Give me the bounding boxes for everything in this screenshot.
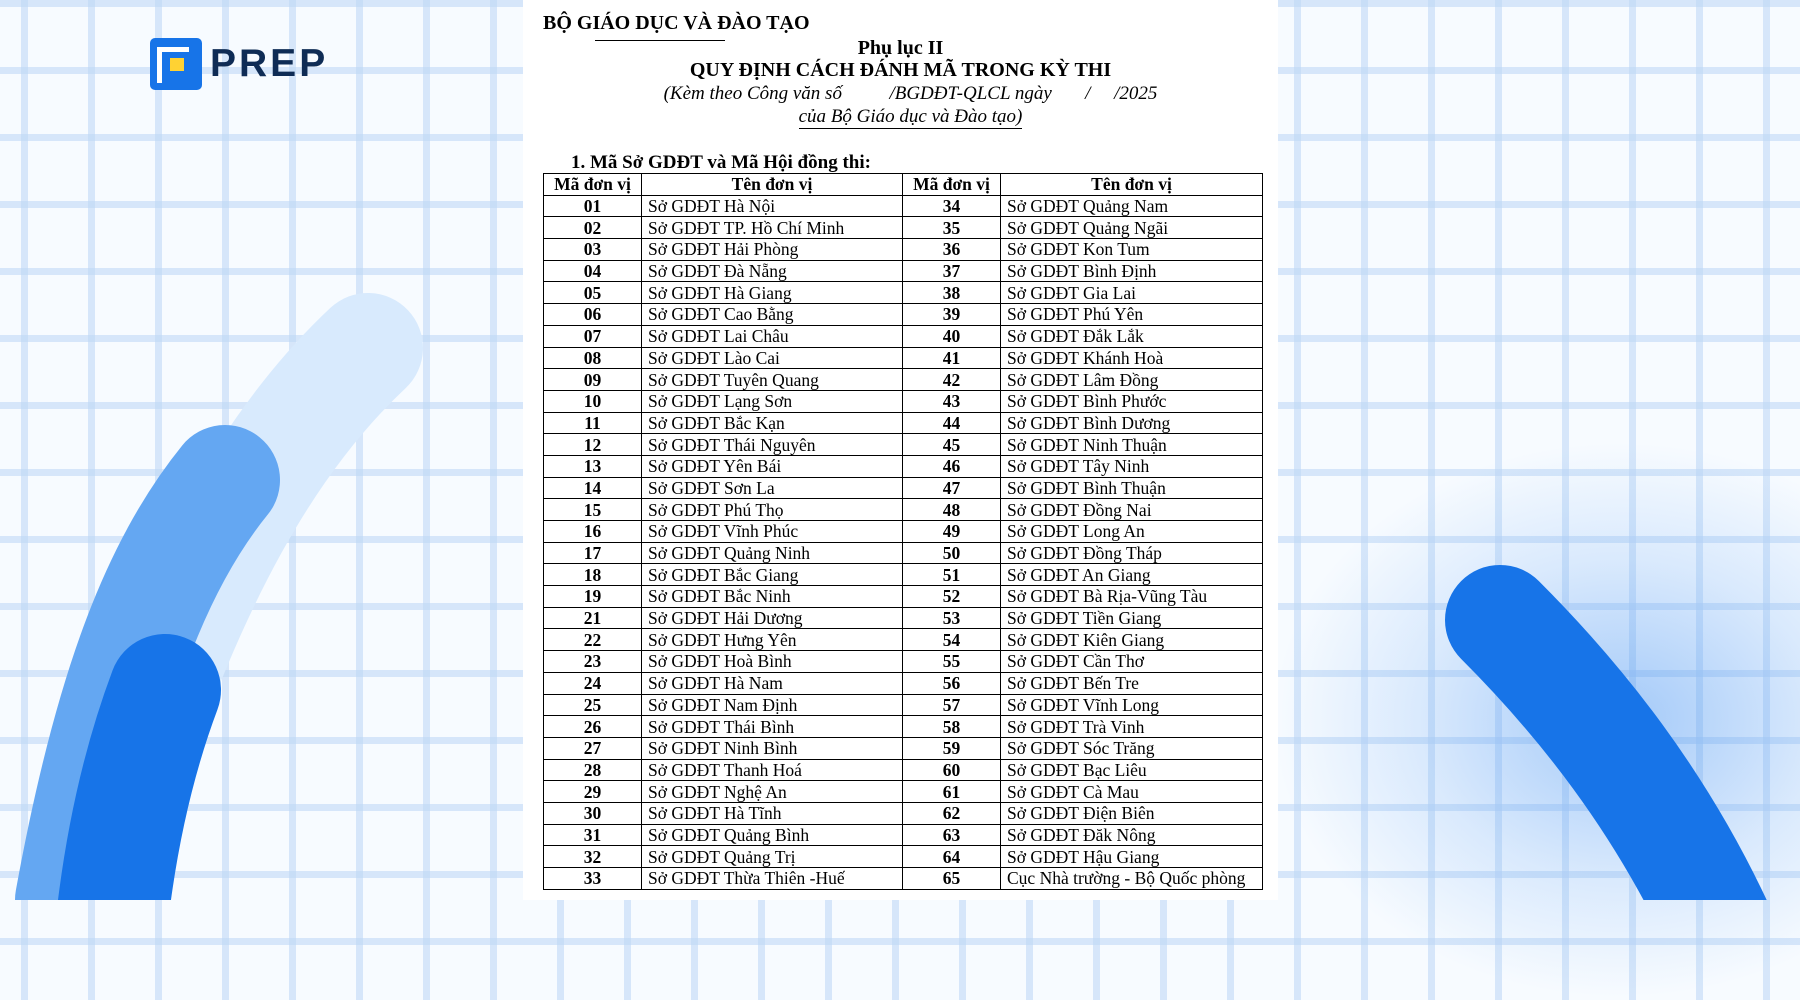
appendix-label: Phụ lục II — [857, 37, 944, 59]
unit-name-left: Sở GDĐT Lạng Sơn — [642, 390, 903, 412]
unit-code-right: 65 — [903, 868, 1001, 890]
table-row — [544, 759, 1263, 781]
unit-name-right: Sở GDĐT An Giang — [1001, 564, 1263, 586]
unit-name-left: Sở GDĐT Đà Nẵng — [642, 260, 903, 282]
unit-name-left: Sở GDĐT Cao Bằng — [642, 304, 903, 326]
unit-name-right: Sở GDĐT Sóc Trăng — [1001, 737, 1263, 759]
unit-code-right: 35 — [903, 217, 1001, 239]
table-row — [544, 217, 1263, 239]
unit-code-right: 57 — [903, 694, 1001, 716]
unit-name-left: Sở GDĐT Nam Định — [642, 694, 903, 716]
unit-code-right: 54 — [903, 629, 1001, 651]
unit-code-left: 23 — [544, 651, 642, 673]
section-heading: 1. Mã Sở GDĐT và Mã Hội đồng thi: — [571, 152, 871, 173]
unit-name-left: Sở GDĐT Hà Tĩnh — [642, 802, 903, 824]
document-title: QUY ĐỊNH CÁCH ĐÁNH MÃ TRONG KỲ THI — [689, 59, 1112, 81]
unit-code-right: 39 — [903, 304, 1001, 326]
table-row — [544, 672, 1263, 694]
unit-name-right: Sở GDĐT Quảng Ngãi — [1001, 217, 1263, 239]
unit-name-right: Sở GDĐT Bình Định — [1001, 260, 1263, 282]
unit-name-left: Sở GDĐT Bắc Ninh — [642, 586, 903, 608]
unit-code-left: 12 — [544, 434, 642, 456]
unit-code-right: 47 — [903, 477, 1001, 499]
unit-code-left: 17 — [544, 542, 642, 564]
header-code-right: Mã đơn vị — [903, 174, 1001, 196]
unit-name-left: Sở GDĐT Thanh Hoá — [642, 759, 903, 781]
unit-name-left: Sở GDĐT TP. Hồ Chí Minh — [642, 217, 903, 239]
unit-name-right: Sở GDĐT Đăk Nông — [1001, 824, 1263, 846]
unit-name-right: Sở GDĐT Quảng Nam — [1001, 195, 1263, 217]
unit-name-left: Sở GDĐT Sơn La — [642, 477, 903, 499]
table-row — [544, 412, 1263, 434]
attachment-line: (Kèm theo Công văn số /BGDĐT-QLCL ngày / /2025 — [663, 83, 1158, 104]
table-row — [544, 694, 1263, 716]
unit-code-left: 05 — [544, 282, 642, 304]
table-row — [544, 607, 1263, 629]
table-body — [544, 195, 1263, 889]
unit-name-right: Sở GDĐT Kiên Giang — [1001, 629, 1263, 651]
unit-code-right: 63 — [903, 824, 1001, 846]
unit-name-right: Sở GDĐT Đắk Lắk — [1001, 325, 1263, 347]
unit-name-right: Sở GDĐT Cần Thơ — [1001, 651, 1263, 673]
document-page — [523, 0, 1278, 900]
unit-name-left: Sở GDĐT Quảng Ninh — [642, 542, 903, 564]
unit-code-right: 36 — [903, 239, 1001, 261]
table-row — [544, 716, 1263, 738]
unit-name-left: Sở GDĐT Hà Nam — [642, 672, 903, 694]
unit-name-right: Sở GDĐT Cà Mau — [1001, 781, 1263, 803]
unit-name-right: Sở GDĐT Bà Rịa-Vũng Tàu — [1001, 586, 1263, 608]
unit-code-left: 28 — [544, 759, 642, 781]
table-row — [544, 586, 1263, 608]
unit-name-left: Sở GDĐT Quảng Trị — [642, 846, 903, 868]
unit-name-right: Cục Nhà trường - Bộ Quốc phòng — [1001, 868, 1263, 890]
unit-name-right: Sở GDĐT Bến Tre — [1001, 672, 1263, 694]
unit-code-left: 14 — [544, 477, 642, 499]
unit-code-right: 45 — [903, 434, 1001, 456]
unit-code-right: 53 — [903, 607, 1001, 629]
unit-name-left: Sở GDĐT Phú Thọ — [642, 499, 903, 521]
unit-code-right: 44 — [903, 412, 1001, 434]
unit-code-left: 06 — [544, 304, 642, 326]
unit-name-left: Sở GDĐT Hoà Bình — [642, 651, 903, 673]
unit-name-left: Sở GDĐT Hưng Yên — [642, 629, 903, 651]
header-code-left: Mã đơn vị — [544, 174, 642, 196]
table-row — [544, 260, 1263, 282]
unit-code-right: 60 — [903, 759, 1001, 781]
table-row — [544, 390, 1263, 412]
unit-name-right: Sở GDĐT Điện Biên — [1001, 802, 1263, 824]
table-row — [544, 542, 1263, 564]
table-row — [544, 325, 1263, 347]
title-block — [523, 38, 1278, 128]
unit-code-right: 58 — [903, 716, 1001, 738]
table-row — [544, 521, 1263, 543]
table-row — [544, 564, 1263, 586]
unit-code-left: 26 — [544, 716, 642, 738]
table-row — [544, 737, 1263, 759]
unit-name-right: Sở GDĐT Tây Ninh — [1001, 455, 1263, 477]
agency-line — [543, 105, 1278, 128]
unit-code-left: 04 — [544, 260, 642, 282]
unit-code-right: 56 — [903, 672, 1001, 694]
unit-code-left: 07 — [544, 325, 642, 347]
unit-code-right: 52 — [903, 586, 1001, 608]
table-row — [544, 434, 1263, 456]
table-row — [544, 304, 1263, 326]
unit-code-left: 10 — [544, 390, 642, 412]
unit-name-right: Sở GDĐT Gia Lai — [1001, 282, 1263, 304]
table-row — [544, 477, 1263, 499]
right-arc — [1500, 620, 1720, 900]
unit-code-right: 50 — [903, 542, 1001, 564]
prep-logo-icon — [150, 38, 202, 90]
unit-name-right: Sở GDĐT Bình Phước — [1001, 390, 1263, 412]
unit-code-left: 33 — [544, 868, 642, 890]
unit-name-right: Sở GDĐT Vĩnh Long — [1001, 694, 1263, 716]
unit-code-left: 21 — [544, 607, 642, 629]
unit-code-left: 30 — [544, 802, 642, 824]
unit-name-left: Sở GDĐT Hà Giang — [642, 282, 903, 304]
unit-code-left: 32 — [544, 846, 642, 868]
unit-name-right: Sở GDĐT Đồng Tháp — [1001, 542, 1263, 564]
unit-name-left: Sở GDĐT Thừa Thiên -Huế — [642, 868, 903, 890]
unit-name-left: Sở GDĐT Bắc Giang — [642, 564, 903, 586]
unit-name-left: Sở GDĐT Thái Nguyên — [642, 434, 903, 456]
table-row — [544, 455, 1263, 477]
unit-code-left: 13 — [544, 455, 642, 477]
unit-code-table — [543, 173, 1263, 890]
unit-name-right: Sở GDĐT Lâm Đồng — [1001, 369, 1263, 391]
unit-name-left: Sở GDĐT Nghệ An — [642, 781, 903, 803]
unit-name-right: Sở GDĐT Bình Thuận — [1001, 477, 1263, 499]
unit-name-left: Sở GDĐT Hà Nội — [642, 195, 903, 217]
unit-code-left: 19 — [544, 586, 642, 608]
table-row — [544, 824, 1263, 846]
unit-name-left: Sở GDĐT Hải Dương — [642, 607, 903, 629]
unit-name-right: Sở GDĐT Phú Yên — [1001, 304, 1263, 326]
table-header-row — [544, 174, 1263, 196]
unit-code-right: 55 — [903, 651, 1001, 673]
unit-code-right: 34 — [903, 195, 1001, 217]
unit-code-right: 62 — [903, 802, 1001, 824]
table-row — [544, 781, 1263, 803]
unit-name-left: Sở GDĐT Lai Châu — [642, 325, 903, 347]
header-name-right: Tên đơn vị — [1001, 174, 1263, 196]
unit-code-left: 11 — [544, 412, 642, 434]
table-row — [544, 369, 1263, 391]
unit-name-right: Sở GDĐT Bạc Liêu — [1001, 759, 1263, 781]
unit-code-left: 02 — [544, 217, 642, 239]
prep-logo — [150, 38, 328, 90]
unit-code-left: 24 — [544, 672, 642, 694]
dark-arc — [112, 690, 165, 900]
unit-name-left: Sở GDĐT Lào Cai — [642, 347, 903, 369]
unit-code-left: 27 — [544, 737, 642, 759]
unit-name-right: Sở GDĐT Kon Tum — [1001, 239, 1263, 261]
unit-code-left: 08 — [544, 347, 642, 369]
unit-code-right: 40 — [903, 325, 1001, 347]
agency-name: Bộ Giáo dục và Đào tạo) — [830, 106, 1023, 127]
unit-code-right: 42 — [903, 369, 1001, 391]
unit-code-right: 51 — [903, 564, 1001, 586]
unit-code-left: 22 — [544, 629, 642, 651]
unit-code-left: 16 — [544, 521, 642, 543]
table-row — [544, 347, 1263, 369]
unit-name-right: Sở GDĐT Trà Vinh — [1001, 716, 1263, 738]
table-row — [544, 282, 1263, 304]
unit-name-left: Sở GDĐT Vĩnh Phúc — [642, 521, 903, 543]
table-row — [544, 846, 1263, 868]
unit-code-left: 09 — [544, 369, 642, 391]
table-row — [544, 651, 1263, 673]
unit-code-right: 48 — [903, 499, 1001, 521]
unit-code-right: 43 — [903, 390, 1001, 412]
unit-code-left: 03 — [544, 239, 642, 261]
unit-code-right: 61 — [903, 781, 1001, 803]
logo-wordmark: PREP — [210, 42, 329, 85]
unit-name-left: Sở GDĐT Hải Phòng — [642, 239, 903, 261]
ministry-heading: BỘ GIÁO DỤC VÀ ĐÀO TẠO — [543, 12, 810, 34]
unit-code-right: 37 — [903, 260, 1001, 282]
unit-code-right: 59 — [903, 737, 1001, 759]
unit-name-right: Sở GDĐT Ninh Thuận — [1001, 434, 1263, 456]
table-row — [544, 868, 1263, 890]
unit-name-left: Sở GDĐT Yên Bái — [642, 455, 903, 477]
unit-name-left: Sở GDĐT Bắc Kạn — [642, 412, 903, 434]
unit-code-left: 01 — [544, 195, 642, 217]
unit-code-right: 46 — [903, 455, 1001, 477]
unit-code-left: 15 — [544, 499, 642, 521]
unit-name-left: Sở GDĐT Thái Bình — [642, 716, 903, 738]
unit-name-right: Sở GDĐT Bình Dương — [1001, 412, 1263, 434]
unit-name-left: Sở GDĐT Quảng Bình — [642, 824, 903, 846]
agency-prefix: của — [798, 106, 831, 127]
table-row — [544, 239, 1263, 261]
unit-code-left: 18 — [544, 564, 642, 586]
table-row — [544, 499, 1263, 521]
table-row — [544, 195, 1263, 217]
table-row — [544, 629, 1263, 651]
unit-name-right: Sở GDĐT Đồng Nai — [1001, 499, 1263, 521]
unit-code-right: 38 — [903, 282, 1001, 304]
unit-code-left: 29 — [544, 781, 642, 803]
unit-code-left: 31 — [544, 824, 642, 846]
unit-name-right: Sở GDĐT Hậu Giang — [1001, 846, 1263, 868]
unit-code-right: 49 — [903, 521, 1001, 543]
unit-code-right: 64 — [903, 846, 1001, 868]
unit-code-right: 41 — [903, 347, 1001, 369]
header-name-left: Tên đơn vị — [642, 174, 903, 196]
unit-name-left: Sở GDĐT Ninh Bình — [642, 737, 903, 759]
unit-name-right: Sở GDĐT Long An — [1001, 521, 1263, 543]
unit-code-left: 25 — [544, 694, 642, 716]
table-row — [544, 802, 1263, 824]
unit-name-left: Sở GDĐT Tuyên Quang — [642, 369, 903, 391]
unit-name-right: Sở GDĐT Tiền Giang — [1001, 607, 1263, 629]
unit-name-right: Sở GDĐT Khánh Hoà — [1001, 347, 1263, 369]
